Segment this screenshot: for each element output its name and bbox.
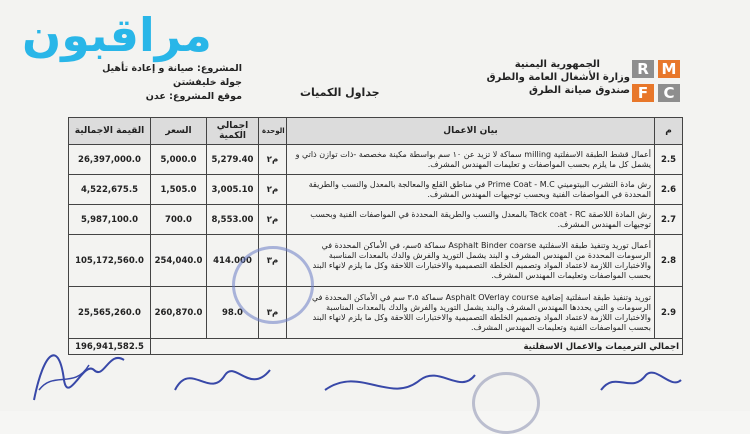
header-desc: بيان الاعمال [287, 118, 655, 145]
cell-no: 2.8 [655, 235, 683, 287]
cell-desc: أعمال قشط الطبقة الاسفلتية milling سماكة لا تزيد عن ١٠ سم بواسطة مكينة مخصصة -ذات توازن ذاتي و يشمل كل ما يلزم بحسب المواصفات و تعليمات المهندس المشرف. [287, 145, 655, 175]
cell-unit: م٢ [259, 145, 287, 175]
cell-no: 2.5 [655, 145, 683, 175]
cell-amount: 26,397,000.0 [69, 145, 151, 175]
signature-icon [596, 360, 686, 405]
cell-qty: 3,005.10 [207, 175, 259, 205]
rmf-logo-icon [632, 60, 684, 106]
cell-desc: أعمال توريد وتنفيذ طبقة الاسفلتية Asphalt Binder coarse سماكة ٥سم، في الأماكن المحددة في الرسومات المحددة من المهندس المشرف و البند يشمل التوريد والفرش والدك بالمعدات المناسبة والاختبارات اللازمة لاعتماد المواد وتصميم الخلطة التصميمية والاختبارات اللاحقة وكل ما يلزم لانهاء البند بحسب المواصفات وتعليمات المهندس المشرف. [287, 235, 655, 287]
total-label: اجمالي الترميمات والاعمال الاسفلتية [151, 339, 683, 355]
cell-desc: رش مادة التشرب البيتوميني Prime Coat - M.C في مناطق القلع والمعالجة بالمعدل والنسب والطريقة المحددة في المواصفات الفنية وبحسب توجيهات المهندس المشرف. [287, 175, 655, 205]
cell-rate: 1,505.0 [151, 175, 207, 205]
table-row [69, 145, 683, 175]
logo-letter: F [632, 84, 654, 102]
cell-qty: 98.0 [207, 287, 259, 339]
table-row [69, 175, 683, 205]
table-row [69, 235, 683, 287]
project-location: موقع المشروع: عدن [145, 91, 242, 102]
table-header-row [69, 118, 683, 145]
logo-letter: M [658, 60, 680, 78]
logo-letter: C [658, 84, 680, 102]
project-name: المشروع: صيانة و إعادة تأهيل جولة خليفشتن [102, 63, 242, 88]
cell-desc: توريد وتنفيذ طبقة اسفلتية إضافية Asphalt OVerlay course سماكة ٣،٥ سم في الأماكن المحددة في الرسومات و التي يحددها المهندس المشرف والبند يشمل التوريد والفرش والدك بالمعدات المناسبة والاختبارات اللازمة لاعتماد المواد وتصميم الخلطة التصميمية والاختبارات اللاحقة وكل ما يلزم لانهاء البند بحسب المواصفات الفنية وتعليمات المهندس المشرف. [287, 287, 655, 339]
cell-amount: 105,172,560.0 [69, 235, 151, 287]
total-amount: 196,941,582.5 [69, 339, 151, 355]
stamp-icon [472, 372, 540, 434]
signature-icon [170, 350, 280, 410]
watermark-logo: مراقبون [22, 8, 212, 62]
header-rate: السعر [151, 118, 207, 145]
cell-qty: 5,279.40 [207, 145, 259, 175]
cell-no: 2.6 [655, 175, 683, 205]
signature-icon [24, 330, 144, 410]
cell-desc: رش المادة اللاصقة Tack coat - RC بالمعدل والنسب والطريقة المحددة في المواصفات الفنية وبحسب توجيهات المهندس المشرف. [287, 205, 655, 235]
signature-icon [320, 360, 480, 410]
cell-unit: م٣ [259, 235, 287, 287]
cell-no: 2.9 [655, 287, 683, 339]
organization-info [460, 58, 630, 97]
cell-amount: 5,987,100.0 [69, 205, 151, 235]
org-line-3: صندوق صيانة الطرق [528, 85, 630, 96]
cell-unit: م٢ [259, 175, 287, 205]
header-no: م [655, 118, 683, 145]
cell-rate: 5,000.0 [151, 145, 207, 175]
logo-letter: R [632, 60, 654, 78]
cell-amount: 4,522,675.5 [69, 175, 151, 205]
cell-rate: 254,040.0 [151, 235, 207, 287]
cell-rate: 700.0 [151, 205, 207, 235]
page-title: جداول الكميات [300, 86, 380, 99]
org-line-1: الجمهورية اليمنية [514, 59, 600, 70]
header-qty: اجمالي الكمية [207, 118, 259, 145]
stamp-icon [232, 246, 314, 324]
table-row [69, 205, 683, 235]
table-row [69, 287, 683, 339]
cell-qty: 8,553.00 [207, 205, 259, 235]
header-amount: القيمة الاجمالية [69, 118, 151, 145]
header-unit: الوحدة [259, 118, 287, 145]
cell-unit: م٢ [259, 205, 287, 235]
cell-amount: 25,565,260.0 [69, 287, 151, 339]
total-row [69, 339, 683, 355]
org-line-2: وزارة الأشغال العامة والطرق [486, 72, 630, 83]
cell-rate: 260,870.0 [151, 287, 207, 339]
cell-no: 2.7 [655, 205, 683, 235]
project-info [92, 62, 242, 104]
cell-qty: 414.000 [207, 235, 259, 287]
cell-unit: م٣ [259, 287, 287, 339]
quantities-table [68, 117, 683, 355]
